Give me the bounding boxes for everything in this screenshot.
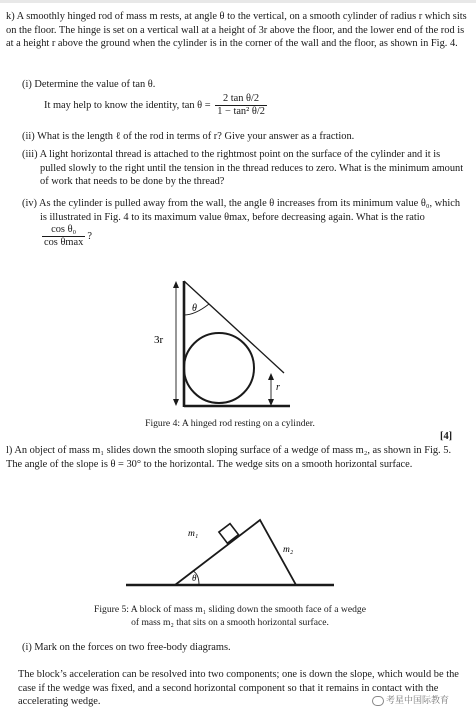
figure-5-diagram (120, 512, 340, 592)
watermark (370, 695, 451, 709)
figure-4-caption: Figure 4: A hinged rod resting on a cylinder. (145, 418, 315, 429)
arrowhead-up-icon (268, 373, 274, 380)
figure-4-diagram (140, 275, 310, 415)
fig5-m1-label: m₁ (188, 529, 199, 539)
identity-fraction (215, 93, 267, 118)
marks-label: [4] (440, 431, 453, 442)
fig4-theta-label: θ (192, 303, 197, 314)
identity-numerator: 2 tan θ/2 (215, 93, 267, 106)
arrowhead-up-icon (173, 281, 179, 288)
fig5-m2-label: m₂ (283, 545, 294, 555)
part-k-q4 (22, 197, 468, 249)
ratio-fraction (42, 224, 85, 249)
fig4-r-label: r (276, 382, 280, 393)
part-k-q2: (ii) What is the length ℓ of the rod in terms of r? Give your answer as a fraction. (22, 131, 355, 142)
figure-5-caption-line-1: Figure 5: A block of mass m₁ sliding down the smooth face of a wedge (94, 604, 366, 615)
watermark-text: 考星中国际教育 (386, 696, 450, 706)
arrowhead-down-icon (173, 399, 179, 406)
page-top-edge (0, 0, 476, 3)
identity-denominator: 1 − tan² θ/2 (217, 106, 265, 117)
block-square (219, 524, 239, 544)
cylinder-circle (184, 333, 254, 403)
part-k-q1: (i) Determine the value of tan θ. (22, 79, 156, 90)
part-k-q4-text: (iv) As the cylinder is pulled away from the wall, the angle θ increases from its minimum value θ₀, which is illustrated in Fig. 4 to its maximum value θmax, before decreasing again. What is the ratio (22, 198, 461, 223)
fig5-theta-label: θ (192, 573, 197, 583)
figure-5-caption-line-2: of mass m₂ that sits on a smooth horizontal surface. (131, 617, 329, 628)
identity-hint-prefix: It may help to know the identity, tan θ = (44, 99, 211, 111)
rod-line (184, 281, 284, 373)
ratio-denominator: cos θmax (44, 237, 84, 249)
part-l-q1: (i) Mark on the forces on two free-body diagrams. (22, 642, 231, 653)
watermark-icon (372, 696, 384, 706)
part-l-intro: l) An object of mass m₁ slides down the smooth sloping surface of a wedge of mass m₂, as shown in Fig. 5. The angle of the slope is θ = 30° to the horizontal. The wedge sits on a smooth horizontal surface. (6, 445, 452, 470)
fig4-3r-label: 3r (154, 334, 164, 346)
part-k-q3: (iii) A light horizontal thread is attached to the rightmost point on the surface of the cylinder and it is pulled slowly to the right until the tension in the thread reduces to zero. What is the minimum amount of work that needs to be done by the thread? (22, 149, 464, 188)
ratio-numerator: cos θ₀ (42, 224, 85, 237)
identity-hint (44, 93, 464, 118)
part-k-q4-end: ? (87, 231, 92, 243)
part-l-paragraph: The block’s acceleration can be resolved into two components; one is down the slope, which would be the case if the wedge was fixed, and a second horizontal component so that it remains in contact with the accelerating wedge. (18, 669, 459, 708)
part-k-intro: k) A smoothly hinged rod of mass m rests, at angle θ to the vertical, on a smooth cylinder of radius r which sits on the floor. The hinge is set on a vertical wall at a height of 3r above the floor, and the lower end of the rod is at a height r above the ground when the cylinder is in the corner of the wall and the floor, as shown in Fig. 4. (6, 11, 467, 50)
